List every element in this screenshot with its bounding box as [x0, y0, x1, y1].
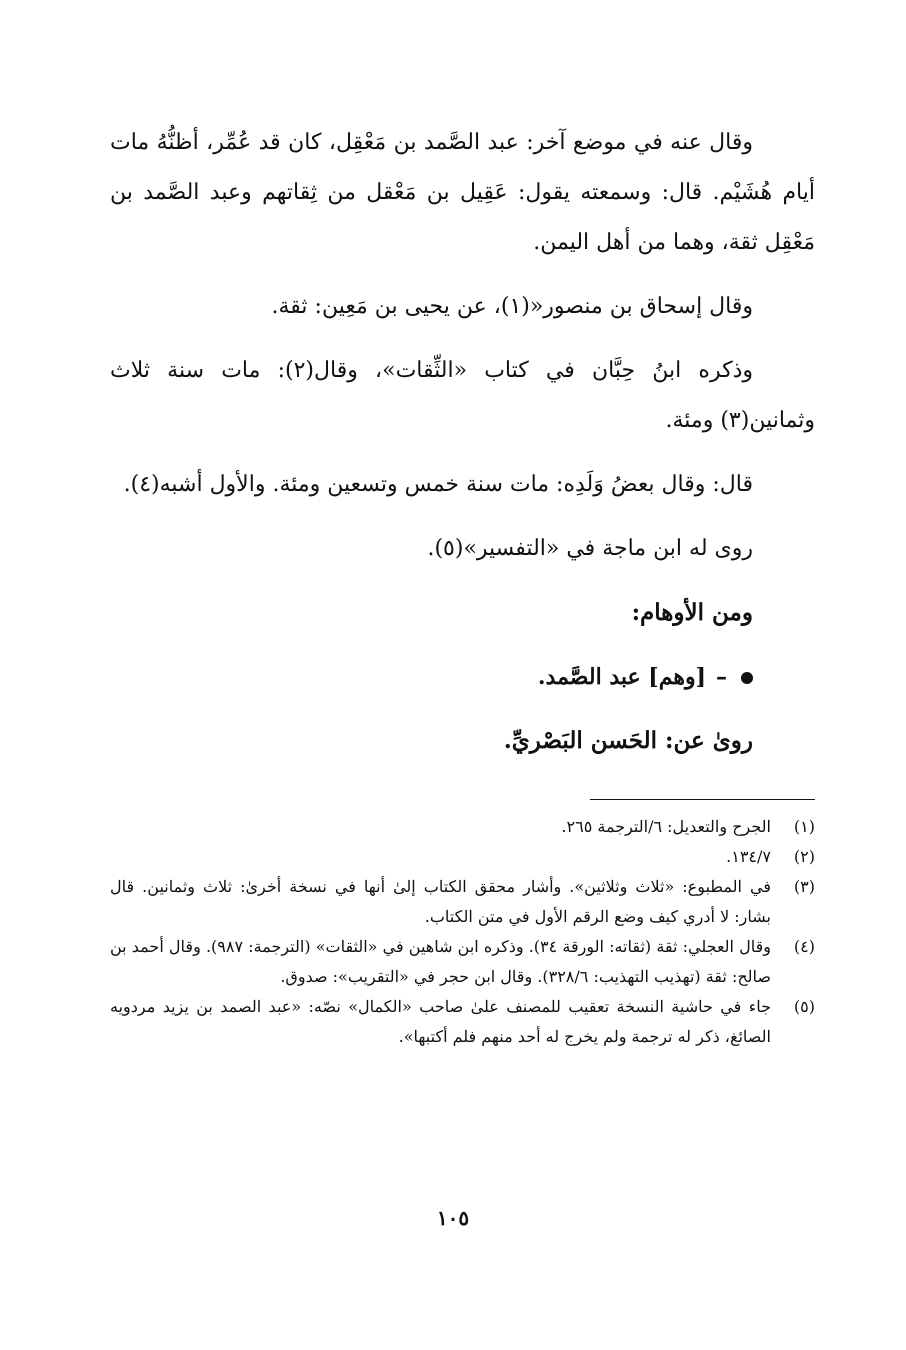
bullet-dash: –: [716, 664, 727, 690]
footnote-1: [110, 812, 815, 842]
paragraph-2: وقال إسحاق بن منصور«(١)، عن يحيى بن مَعِين: ثقة.: [271, 294, 753, 319]
footnote-number: (٢): [793, 847, 815, 866]
footnote-number: (٤): [793, 937, 815, 956]
paragraph-5: روى له ابن ماجة في «التفسير»(٥).: [427, 536, 753, 561]
footnote-text: ١٣٤/٧.: [726, 847, 771, 866]
footnote-text: في المطبوع: «ثلاث وثلاثين». وأشار محقق الكتاب إلىٰ أنها في نسخة أخرىٰ: ثلاث وثمانين. قال بشار: لا أدري كيف وضع الرقم الأول في متن الكتاب.: [110, 877, 772, 926]
footnote-3: [110, 872, 815, 932]
paragraph-3: وذكره ابنُ حِبَّان في كتاب «الثِّقات»، وقال(٢): مات سنة ثلاث وثمانين(٣) ومئة.: [110, 358, 815, 433]
main-text: [110, 118, 815, 780]
footnotes: [110, 812, 815, 1052]
section-heading: ومن الأوهام:: [631, 599, 753, 626]
footnote-5: [110, 992, 815, 1052]
bullet-dot-icon: [741, 672, 753, 684]
final-line: روىٰ عن: الحَسن البَصْريِّ.: [503, 727, 753, 754]
footnote-4: [110, 932, 815, 992]
footnote-number: (٣): [793, 877, 815, 896]
footnote-divider: [590, 799, 815, 800]
footnote-2: [110, 842, 815, 872]
footnote-text: جاء في حاشية النسخة تعقيب للمصنف علىٰ صاحب «الكمال» نصّه: «عبد الصمد بن يزيد مردويه الصائغ، ذكر له ترجمة ولم يخرج له أحد منهم فلم أكتبها».: [110, 997, 771, 1046]
page-number: ١٠٥: [436, 1206, 470, 1230]
footnote-text: الجرح والتعديل: ٦/الترجمة ٢٦٥.: [561, 817, 771, 836]
bullet-item: [110, 652, 815, 702]
footnote-number: (١): [793, 817, 815, 836]
paragraph-1: وقال عنه في موضع آخر: عبد الصَّمد بن مَعْقِل، كان قد عُمِّر، أظنُّهُ مات أيام هُشَيْم. قال: وسمعته يقول: عَقِيل بن مَعْقل من ثِقاتهم وعبد الصَّمد بن مَعْقِل ثقة، وهما من أهل اليمن.: [110, 130, 815, 255]
bullet-text: [وهم] عبد الصَّمد.: [537, 664, 706, 690]
footnote-text: وقال العجلي: ثقة (ثقاته: الورقة ٣٤). وذكره ابن شاهين في «الثقات» (الترجمة: ٩٨٧). وقال أحمد بن صالح: ثقة (تهذيب التهذيب: ٣٢٨/٦). وقال ابن حجر في «التقريب»: صدوق.: [110, 937, 772, 986]
paragraph-4: قال: وقال بعضُ وَلَدِه: مات سنة خمس وتسعين ومئة. والأول أشبه(٤).: [123, 472, 753, 497]
footnote-number: (٥): [793, 997, 815, 1016]
